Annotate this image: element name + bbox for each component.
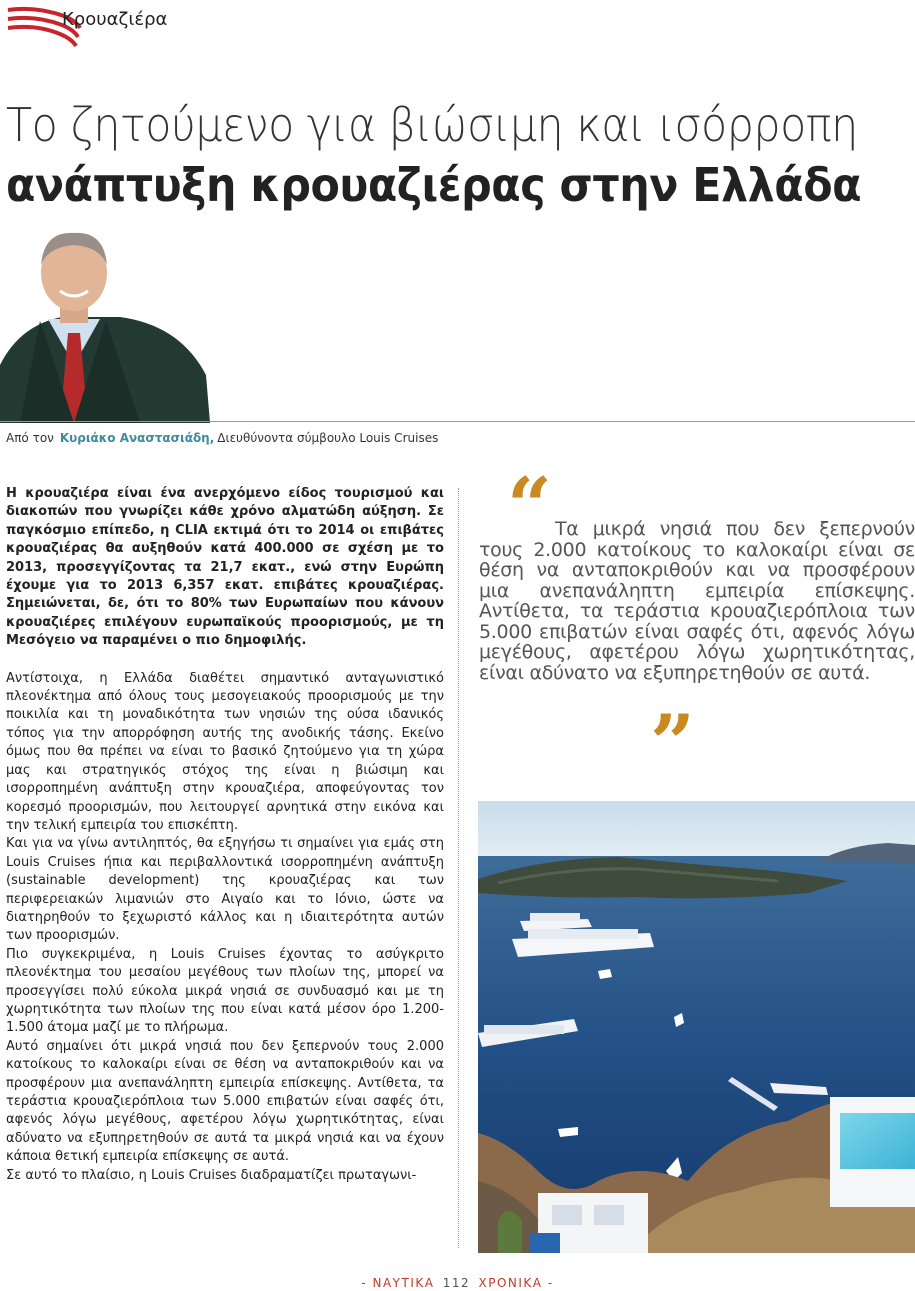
headline-line-2: ανάπτυξη κρουαζιέρας στην Ελλάδα xyxy=(6,158,862,212)
column-divider xyxy=(458,488,459,1248)
article-paragraph: Και για να γίνω αντιληπτός, θα εξηγήσω τι σημαίνει για εμάς στη Louis Cruises ήπια και περιβαλλοντικά ισορροπημένη ανάπτυξη (sustainable development) της κρουαζιέρας και των περιφερειακών λιμανιών στο Αιγαίο και το Ιόνιο, ώστε να διατηρηθούν το ξεχωριστό κάλλος και η ιδιαιτερότητα αυτών των προορισμών. xyxy=(6,836,444,944)
byline-prefix: Από τον xyxy=(6,431,54,445)
byline xyxy=(6,431,438,445)
article-body xyxy=(6,485,444,1185)
article-intro: Η κρουαζιέρα είναι ένα ανερχόμενο είδος τουρισμού και διακοπών που γνωρίζει κάθε χρόνο αλματώδη αύξηση. Σε παγκόσμιο επίπεδο, η CLIA εκτιμά ότι το 2014 οι επιβάτες κρουαζιέρας θα αυξηθούν κατά 400.000 σε σχέση με το 2013, προσεγγίζοντας τα 21,7 εκατ., ενώ στην Ευρώπη έχουμε για το 2013 6,357 εκατ. επιβάτες κρουαζιέρας. Σημειώνεται, δε, ότι το 80% των Ευρωπαίων που κάνουν κρουαζιέρες επιλέγουν ευρωπαϊκούς προορισμούς, με τη Μεσόγειο να παραμένει ο πιο δημοφιλής. xyxy=(6,486,444,649)
quote-open-icon: “ xyxy=(507,461,552,552)
page-footer xyxy=(0,1276,915,1290)
headline-line-1: Το ζητούμενο για βιώσιμη και ισόρροπη xyxy=(6,98,858,152)
article-paragraph: Πιο συγκεκριμένα, η Louis Cruises έχοντας το ασύγκριτο πλεονέκτημα του μεσαίου μεγέθους των πλοίων της, μπορεί να προσεγγίσει πολύ εύκολα μικρά νησιά σε συνδυασμό και με τη χωρητικότητα των πλοίων της που είναι κατά μέσον όρο 1.200-1.500 άτομα μαζί με το πλήρωμα. xyxy=(6,946,444,1036)
santorini-photo xyxy=(478,801,915,1253)
article-paragraph: Αντίστοιχα, η Ελλάδα διαθέτει σημαντικό ανταγωνιστικό πλεονέκτημα από όλους τους μεσογειακούς προορισμούς με την ποικιλία και τη μοναδικότητα των νησιών της ούσα ιδανικός τόπος για την απορρόφηση αυτής της ανοδικής τάσης. Εκείνο όμως που θα πρέπει να είναι το βασικό ζητούμενο για τη χώρα μας και στρατηγικός στόχος της είναι η βιώσιμη και ισορροπημένη ανάπτυξη στην κρουαζιέρα, αποφεύγοντας τον κορεσμό προορισμών, που λειτουργεί αρνητικά στην εικόνα και την τελική εμπειρία του επισκέπτη. xyxy=(6,670,444,833)
page-number: 112 xyxy=(442,1276,471,1290)
pull-quote: Τα μικρά νησιά που δεν ξεπερνούν τους 2.000 κατοίκους το καλοκαίρι είναι σε θέση να ανταποκριθούν και να προσφέρουν μια ανεπανάληπτη εμπειρία επίσκεψης. Αντίθετα, τα τεράστια κρουαζιερόπλοια των 5.000 επιβατών είναι σαφές ότι, αφενός λόγω μεγέθους, αφετέρου λόγω χωρητικότητας, είναι αδύνατο να εξυπηρετηθούν σε αυτά. xyxy=(479,518,915,684)
footer-left: - ΝΑΥΤΙΚΑ xyxy=(361,1276,435,1290)
footer-right: ΧΡΟΝΙΚΑ - xyxy=(478,1276,554,1290)
article-paragraph: Αυτό σημαίνει ότι μικρά νησιά που δεν ξεπερνούν τους 2.000 κατοίκους το καλοκαίρι είναι σε θέση να ανταποκριθούν και να προσφέρουν μια ανεπανάληπτη εμπειρία επίσκεψης. Αντίθετα, τα τεράστια κρουαζιερόπλοια των 5.000 επιβατών είναι σαφές ότι, αφενός λόγω μεγέθους, αφετέρου λόγω χωρητικότητας, είναι αδύνατο να εξυπηρετηθούν σε αυτά τα μικρά νησιά και να έχουν κάποια θετική εμπειρία επίσκεψης σε αυτά. xyxy=(6,1038,444,1165)
article-paragraph: Σε αυτό το πλαίσιο, η Louis Cruises διαδραματίζει πρωταγωνι- xyxy=(6,1167,417,1183)
byline-author: Κυριάκο Αναστασιάδη, xyxy=(59,431,215,445)
byline-role: Διευθύνοντα σύμβουλο Louis Cruises xyxy=(217,431,439,445)
header-divider xyxy=(0,421,915,422)
author-portrait xyxy=(0,225,210,423)
quote-close-icon: ” xyxy=(650,698,695,789)
section-title: Κρουαζιέρα xyxy=(62,9,168,30)
